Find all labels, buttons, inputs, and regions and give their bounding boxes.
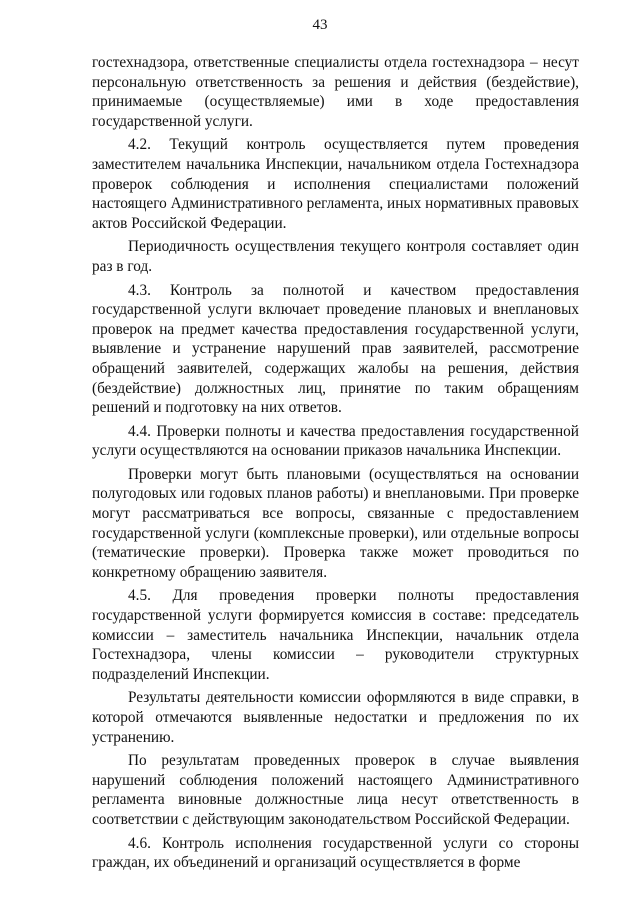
paragraph-4-2: 4.2. Текущий контроль осуществляется путем проведения заместителем начальника Инспекции, начальником отдела Гостехнадзора проверок соблюдения и исполнения специалистами положений настоящего Административного регламента, иных нормативных правовых актов Российской Федерации. [92, 136, 579, 232]
paragraph-violations: По результатам проведенных проверок в случае выявления нарушений соблюдения положений настоящего Административного регламента виновные должностные лица несут ответственность в соответствии с действующим законодательством Российской Федерации. [92, 752, 579, 828]
paragraph-4-5: 4.5. Для проведения проверки полноты предоставления государственной услуги формируется комиссия в составе: председатель комиссии – заместитель начальника Инспекции, начальник отдела Гостехнадзора, члены комиссии – руководители структурных подразделений Инспекции. [92, 587, 579, 683]
paragraph-continuation: гостехнадзора, ответственные специалисты отдела гостехнадзора – несут персональную ответственность за решения и действия (бездействие), принимаемые (осуществляемые) ими в ходе предоставления государственной услуги. [92, 54, 579, 130]
paragraph-4-3: 4.3. Контроль за полнотой и качеством предоставления государственной услуги включает проведение плановых и внеплановых проверок на предмет качества предоставления государственной услуги, выявление и устранение нарушений прав заявителей, рассмотрение обращений заявителей, содержащих жалобы на решения, действия (бездействие) должностных лиц, принятие по таким обращениям решений и подготовку на них ответов. [92, 281, 579, 417]
document-body [92, 53, 579, 877]
page-number: 43 [312, 17, 328, 33]
paragraph-commission-results: Результаты деятельности комиссии оформляются в виде справки, в которой отмечаются выявленные недостатки и предложения по их устранению. [92, 689, 579, 746]
paragraph-periodicity: Периодичность осуществления текущего контроля составляет один раз в год. [92, 238, 579, 275]
paragraph-inspection-types: Проверки могут быть плановыми (осуществляться на основании полугодовых или годовых планов работы) и внеплановыми. При проверке могут рассматриваться все вопросы, связанные с предоставлением государственной услуги (комплексные проверки), или отдельные вопросы (тематические проверки). Проверка также может проводиться по конкретному обращению заявителя. [92, 465, 579, 581]
paragraph-4-6: 4.6. Контроль исполнения государственной услуги со стороны граждан, их объединений и организаций осуществляется в форме [92, 834, 579, 872]
paragraph-4-4: 4.4. Проверки полноты и качества предоставления государственной услуги осуществляются на основании приказов начальника Инспекции. [92, 422, 579, 460]
